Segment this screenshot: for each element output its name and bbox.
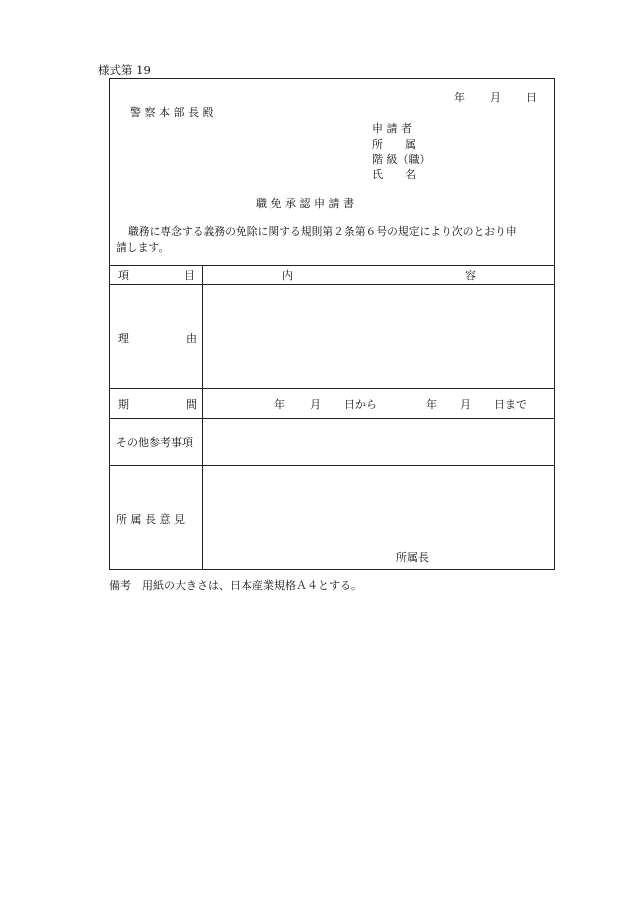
row-period-label-1: 期 bbox=[118, 398, 129, 411]
applicant-rank-label: 階 級（職） bbox=[372, 153, 431, 166]
document-title: 職 免 承 認 申 請 書 bbox=[256, 197, 354, 210]
addressee: 警 察 本 部 長 殿 bbox=[130, 106, 214, 119]
table-header-rule bbox=[110, 284, 554, 285]
form-number: 様式第 19 bbox=[98, 63, 151, 77]
applicant-heading: 申 請 者 bbox=[372, 122, 412, 135]
applicant-name-label: 氏 名 bbox=[372, 168, 416, 181]
table-top-rule bbox=[110, 265, 554, 266]
period-from-month: 月 bbox=[310, 398, 321, 411]
row-period-label-2: 間 bbox=[186, 398, 197, 411]
date-year-label: 年 bbox=[454, 91, 465, 104]
period-to-month: 月 bbox=[460, 398, 471, 411]
period-to-suffix: 日まで bbox=[494, 398, 527, 411]
table-reason-rule bbox=[110, 388, 554, 389]
row-opinion-label: 所 属 長 意 見 bbox=[116, 513, 185, 526]
table-header-content-2: 容 bbox=[465, 269, 476, 282]
supervisor-label: 所属長 bbox=[396, 551, 429, 564]
table-header-content-1: 内 bbox=[282, 269, 293, 282]
application-form bbox=[109, 78, 555, 570]
date-day-label: 日 bbox=[526, 91, 537, 104]
row-reason-label-1: 理 bbox=[118, 332, 129, 345]
applicant-affiliation-label: 所 属 bbox=[372, 138, 416, 151]
table-other-rule bbox=[110, 465, 554, 466]
body-text-line-2: 請します。 bbox=[116, 241, 170, 254]
body-text-line-1: 職務に専念する義務の免除に関する規則第２条第６号の規定により次のとおり申 bbox=[128, 225, 517, 238]
period-from-suffix: 日から bbox=[344, 398, 377, 411]
row-other-label: その他参考事項 bbox=[116, 436, 193, 449]
date-month-label: 月 bbox=[490, 91, 501, 104]
table-period-rule bbox=[110, 418, 554, 419]
row-reason-label-2: 由 bbox=[186, 332, 197, 345]
table-column-divider bbox=[202, 265, 203, 569]
remarks-note: 備考 用紙の大きさは、日本産業規格Ａ４とする。 bbox=[109, 579, 362, 592]
period-from-year: 年 bbox=[274, 398, 285, 411]
table-header-item: 項 目 bbox=[118, 269, 195, 282]
period-to-year: 年 bbox=[426, 398, 437, 411]
